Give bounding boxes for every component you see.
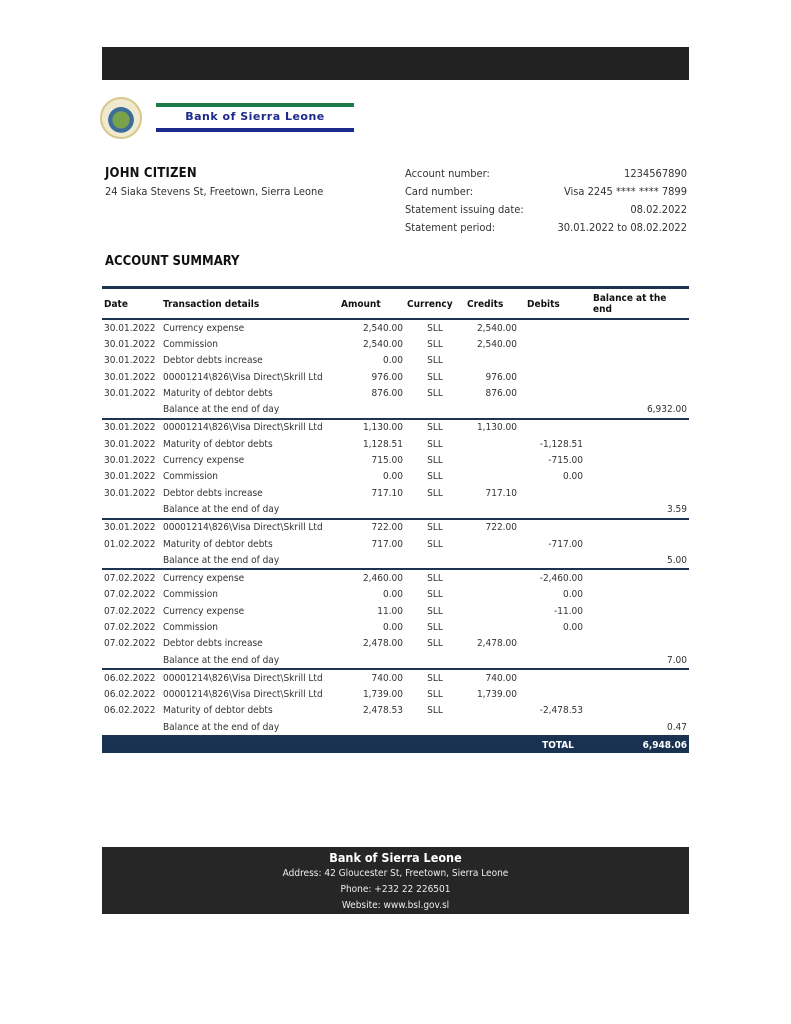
table-row <box>102 519 689 536</box>
cell-debits <box>525 369 591 385</box>
cell-date: 06.02.2022 <box>104 689 156 701</box>
table-row <box>102 569 689 586</box>
cell-date: 30.01.2022 <box>104 522 156 534</box>
cell-balance <box>591 319 689 336</box>
table-row <box>102 536 689 552</box>
total-row <box>102 736 689 753</box>
cell-details: Commission <box>163 338 218 350</box>
column-header: Balance at the end <box>591 288 689 320</box>
table-row <box>102 469 689 485</box>
cell-balance: 0.47 <box>591 719 689 736</box>
cell-currency: SLL <box>427 422 443 434</box>
cell-debits <box>525 669 591 686</box>
column-header: Transaction details <box>161 288 339 320</box>
cell-currency: SLL <box>427 538 443 550</box>
column-header: Currency <box>405 288 465 320</box>
logo-green-rule <box>156 103 354 107</box>
cell-details: Balance at the end of day <box>161 719 339 736</box>
cell-credits: 2,540.00 <box>476 338 517 350</box>
cell-amount: 1,739.00 <box>362 689 403 701</box>
cell-debits <box>525 336 591 352</box>
cell-credits <box>465 569 525 586</box>
cell-currency <box>405 401 465 418</box>
bank-logo-text: Bank of Sierra Leone <box>185 110 325 123</box>
cell-currency: SLL <box>427 471 443 483</box>
cell-debits <box>525 485 591 501</box>
cell-amount: 715.00 <box>371 455 403 467</box>
cell-debits <box>525 636 591 652</box>
cell-currency <box>405 552 465 569</box>
cell-date: 07.02.2022 <box>104 573 156 585</box>
cell-date: 07.02.2022 <box>104 621 156 633</box>
cell-currency: SLL <box>427 689 443 701</box>
cell-currency: SLL <box>427 605 443 617</box>
cell-debits <box>525 353 591 369</box>
cell-debits: -2,460.00 <box>539 573 583 585</box>
cell-currency: SLL <box>427 438 443 450</box>
customer-block <box>105 166 323 198</box>
table-row <box>102 436 689 452</box>
cell-amount <box>339 401 405 418</box>
cell-credits <box>465 652 525 669</box>
cell-debits <box>525 687 591 703</box>
cell-credits <box>465 436 525 452</box>
cell-date <box>102 401 161 418</box>
cell-debits: -717.00 <box>548 538 583 550</box>
cell-date: 30.01.2022 <box>104 338 156 350</box>
cell-credits: 876.00 <box>485 387 517 399</box>
account-info-label: Card number: <box>405 185 474 198</box>
cell-details: Commission <box>163 589 218 601</box>
cell-balance <box>591 469 689 485</box>
cell-details: Maturity of debtor debts <box>163 438 273 450</box>
total-value: 6,948.06 <box>591 736 689 753</box>
cell-currency: SLL <box>427 338 443 350</box>
cell-credits: 717.10 <box>485 487 517 499</box>
account-info-value: 30.01.2022 to 08.02.2022 <box>557 221 687 234</box>
card-number-row <box>405 185 687 203</box>
cell-amount: 1,128.51 <box>362 438 403 450</box>
cell-credits <box>465 401 525 418</box>
cell-date: 30.01.2022 <box>104 487 156 499</box>
cell-details: 00001214\826\Visa Direct\Skrill Ltd <box>163 672 323 684</box>
cell-debits <box>525 652 591 669</box>
cell-date: 30.01.2022 <box>104 471 156 483</box>
cell-currency: SLL <box>427 621 443 633</box>
cell-debits <box>525 552 591 569</box>
table-row <box>102 385 689 401</box>
cell-credits <box>465 619 525 635</box>
bank-seal-icon <box>100 97 142 139</box>
cell-date: 30.01.2022 <box>104 455 156 467</box>
cell-details: Currency expense <box>163 573 245 585</box>
account-summary-title: ACCOUNT SUMMARY <box>105 254 240 269</box>
cell-debits: -715.00 <box>548 455 583 467</box>
cell-currency: SLL <box>427 705 443 717</box>
cell-amount <box>339 501 405 518</box>
table-row <box>102 603 689 619</box>
account-number-row <box>405 167 687 185</box>
balance-end-of-day-row <box>102 401 689 418</box>
cell-credits: 1,130.00 <box>476 422 517 434</box>
cell-details: Balance at the end of day <box>161 501 339 518</box>
cell-date <box>102 719 161 736</box>
cell-credits: 1,739.00 <box>476 689 517 701</box>
cell-amount: 2,478.00 <box>362 638 403 650</box>
cell-balance <box>591 619 689 635</box>
cell-balance <box>591 703 689 719</box>
cell-date: 30.01.2022 <box>104 355 156 367</box>
cell-balance <box>591 419 689 436</box>
footer-bank-name: Bank of Sierra Leone <box>329 850 462 865</box>
footer-address: Address: 42 Gloucester St, Freetown, Sierra Leone <box>282 868 509 879</box>
cell-credits <box>465 536 525 552</box>
cell-amount: 0.00 <box>382 355 403 367</box>
bank-logo <box>100 97 360 141</box>
cell-details: Maturity of debtor debts <box>163 387 273 399</box>
cell-credits <box>465 587 525 603</box>
cell-debits: -11.00 <box>554 605 583 617</box>
cell-details: Debtor debts increase <box>163 638 263 650</box>
cell-balance <box>591 336 689 352</box>
cell-amount: 0.00 <box>382 621 403 633</box>
cell-debits <box>525 385 591 401</box>
cell-date: 07.02.2022 <box>104 605 156 617</box>
top-header-bar <box>102 47 689 80</box>
cell-amount <box>339 719 405 736</box>
cell-currency: SLL <box>427 455 443 467</box>
cell-details: Maturity of debtor debts <box>163 538 273 550</box>
cell-details: Balance at the end of day <box>161 401 339 418</box>
cell-credits <box>465 353 525 369</box>
cell-currency: SLL <box>427 522 443 534</box>
statement-period-row <box>405 221 687 239</box>
cell-amount: 722.00 <box>371 522 403 534</box>
cell-currency: SLL <box>427 487 443 499</box>
cell-balance <box>591 436 689 452</box>
table-row <box>102 452 689 468</box>
balance-end-of-day-row <box>102 652 689 669</box>
cell-amount: 740.00 <box>371 672 403 684</box>
cell-currency <box>405 652 465 669</box>
account-info-value: 08.02.2022 <box>630 203 687 216</box>
transactions-table <box>102 286 689 753</box>
cell-credits <box>465 469 525 485</box>
cell-currency: SLL <box>427 371 443 383</box>
cell-balance <box>591 636 689 652</box>
cell-credits <box>465 719 525 736</box>
table-row <box>102 353 689 369</box>
cell-details: Debtor debts increase <box>163 355 263 367</box>
cell-details: 00001214\826\Visa Direct\Skrill Ltd <box>163 422 323 434</box>
column-header: Amount <box>339 288 405 320</box>
cell-date <box>102 552 161 569</box>
table-header-row <box>102 288 689 320</box>
cell-date: 06.02.2022 <box>104 705 156 717</box>
cell-details: Balance at the end of day <box>161 552 339 569</box>
cell-debits <box>525 419 591 436</box>
cell-date: 30.01.2022 <box>104 371 156 383</box>
cell-details: Commission <box>163 621 218 633</box>
logo-blue-rule <box>156 128 354 132</box>
cell-amount: 1,130.00 <box>362 422 403 434</box>
cell-credits <box>465 452 525 468</box>
cell-details: Debtor debts increase <box>163 487 263 499</box>
cell-amount: 976.00 <box>371 371 403 383</box>
cell-credits: 740.00 <box>485 672 517 684</box>
cell-balance: 3.59 <box>591 501 689 518</box>
cell-amount: 717.10 <box>371 487 403 499</box>
cell-date: 01.02.2022 <box>104 538 156 550</box>
table-row <box>102 619 689 635</box>
cell-credits: 976.00 <box>485 371 517 383</box>
cell-balance <box>591 687 689 703</box>
cell-amount: 11.00 <box>377 605 403 617</box>
cell-amount: 2,460.00 <box>362 573 403 585</box>
cell-amount: 876.00 <box>371 387 403 399</box>
cell-amount <box>339 552 405 569</box>
cell-details: Maturity of debtor debts <box>163 705 273 717</box>
table-row <box>102 703 689 719</box>
cell-date: 06.02.2022 <box>104 672 156 684</box>
column-header: Credits <box>465 288 525 320</box>
footer-bar <box>102 847 689 914</box>
cell-details: Balance at the end of day <box>161 652 339 669</box>
cell-date: 30.01.2022 <box>104 422 156 434</box>
cell-details: Currency expense <box>163 322 245 334</box>
cell-date: 30.01.2022 <box>104 438 156 450</box>
cell-balance <box>591 587 689 603</box>
cell-debits <box>525 319 591 336</box>
total-label: TOTAL <box>525 736 591 753</box>
cell-date: 30.01.2022 <box>104 387 156 399</box>
table-row <box>102 419 689 436</box>
cell-currency <box>405 501 465 518</box>
cell-debits: 0.00 <box>562 621 583 633</box>
cell-credits <box>465 603 525 619</box>
customer-name: JOHN CITIZEN <box>105 166 197 181</box>
balance-end-of-day-row <box>102 552 689 569</box>
account-info-value: Visa 2245 **** **** 7899 <box>564 185 687 198</box>
cell-debits: -2,478.53 <box>539 705 583 717</box>
column-header: Date <box>102 288 161 320</box>
cell-debits <box>525 401 591 418</box>
cell-balance <box>591 536 689 552</box>
cell-balance <box>591 452 689 468</box>
cell-credits: 722.00 <box>485 522 517 534</box>
cell-balance: 7.00 <box>591 652 689 669</box>
cell-currency: SLL <box>427 672 443 684</box>
table-row <box>102 369 689 385</box>
cell-amount: 0.00 <box>382 471 403 483</box>
cell-credits <box>465 552 525 569</box>
table-row <box>102 319 689 336</box>
cell-balance <box>591 353 689 369</box>
cell-details: Currency expense <box>163 605 245 617</box>
account-info <box>405 167 687 239</box>
cell-credits: 2,540.00 <box>476 322 517 334</box>
table-row <box>102 687 689 703</box>
cell-credits: 2,478.00 <box>476 638 517 650</box>
cell-amount: 717.00 <box>371 538 403 550</box>
account-info-label: Statement period: <box>405 221 496 234</box>
table-row <box>102 485 689 501</box>
cell-details: Commission <box>163 471 218 483</box>
cell-balance <box>591 669 689 686</box>
cell-currency: SLL <box>427 573 443 585</box>
cell-amount: 0.00 <box>382 589 403 601</box>
balance-end-of-day-row <box>102 501 689 518</box>
account-info-label: Account number: <box>405 167 490 180</box>
table-row <box>102 587 689 603</box>
cell-date: 07.02.2022 <box>104 589 156 601</box>
column-header: Debits <box>525 288 591 320</box>
cell-debits <box>525 501 591 518</box>
customer-address: 24 Siaka Stevens St, Freetown, Sierra Leone <box>105 185 324 198</box>
cell-details: 00001214\826\Visa Direct\Skrill Ltd <box>163 371 323 383</box>
cell-balance <box>591 369 689 385</box>
balance-end-of-day-row <box>102 719 689 736</box>
cell-balance <box>591 385 689 401</box>
cell-balance: 5.00 <box>591 552 689 569</box>
cell-debits: 0.00 <box>562 589 583 601</box>
cell-debits <box>525 719 591 736</box>
footer-phone: Phone: +232 22 226501 <box>340 884 451 895</box>
cell-credits <box>465 703 525 719</box>
account-info-label: Statement issuing date: <box>405 203 524 216</box>
cell-details: 00001214\826\Visa Direct\Skrill Ltd <box>163 689 323 701</box>
cell-balance <box>591 603 689 619</box>
cell-balance <box>591 485 689 501</box>
cell-amount: 2,478.53 <box>362 705 403 717</box>
cell-balance <box>591 569 689 586</box>
table-row <box>102 336 689 352</box>
cell-balance: 6,932.00 <box>591 401 689 418</box>
cell-date <box>102 501 161 518</box>
cell-currency: SLL <box>427 387 443 399</box>
cell-currency <box>405 719 465 736</box>
cell-balance <box>591 519 689 536</box>
footer-website: Website: www.bsl.gov.sl <box>341 900 450 911</box>
cell-date: 30.01.2022 <box>104 322 156 334</box>
cell-debits <box>525 519 591 536</box>
cell-credits <box>465 501 525 518</box>
cell-amount <box>339 652 405 669</box>
issuing-date-row <box>405 203 687 221</box>
cell-currency: SLL <box>427 322 443 334</box>
cell-amount: 2,540.00 <box>362 338 403 350</box>
cell-date <box>102 652 161 669</box>
cell-details: 00001214\826\Visa Direct\Skrill Ltd <box>163 522 323 534</box>
cell-details: Currency expense <box>163 455 245 467</box>
account-info-value: 1234567890 <box>624 167 687 180</box>
cell-currency: SLL <box>427 638 443 650</box>
cell-amount: 2,540.00 <box>362 322 403 334</box>
cell-date: 07.02.2022 <box>104 638 156 650</box>
table-row <box>102 669 689 686</box>
cell-currency: SLL <box>427 355 443 367</box>
table-row <box>102 636 689 652</box>
cell-debits: 0.00 <box>562 471 583 483</box>
cell-debits: -1,128.51 <box>539 438 583 450</box>
cell-currency: SLL <box>427 589 443 601</box>
